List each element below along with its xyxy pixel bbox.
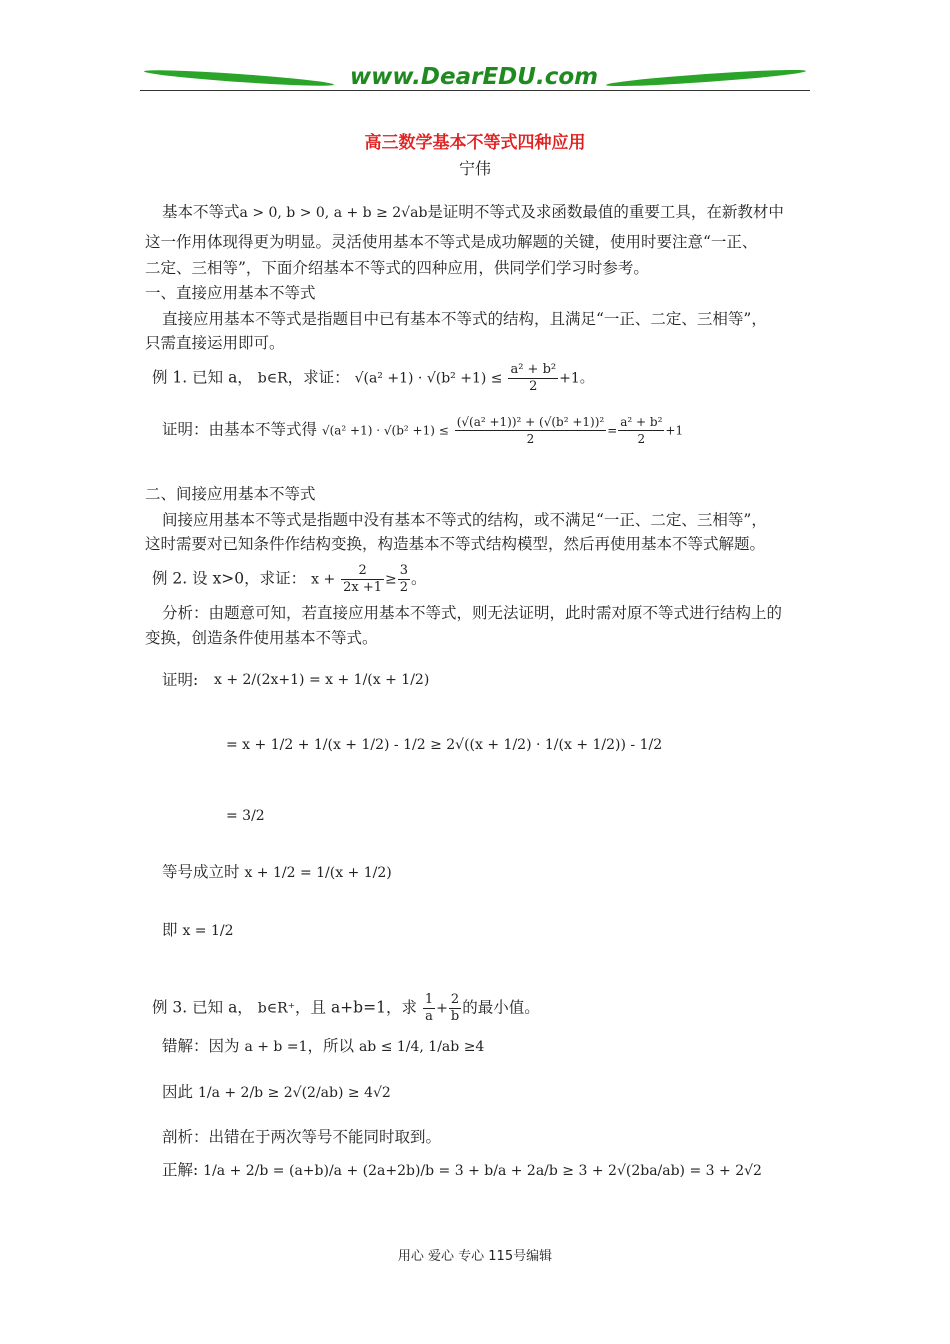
right-leaf-decoration: [606, 67, 806, 89]
proof-1-fraction: $\frac{\text{(√(a² +1))² + (√(b² +1))²}}{2}$: [456, 415, 605, 446]
proof-2-label: 证明:: [162, 671, 199, 689]
intro-formula: a > 0, b > 0, a + b ≥ 2√ab: [239, 205, 428, 221]
site-logo: www.DearEDU.com: [349, 64, 599, 90]
intro-line-2: 这一作用体现得更为明显。灵活使用基本不等式是成功解题的关键，使用时要注意“一正、: [145, 233, 758, 251]
left-leaf-decoration: [144, 67, 334, 88]
solution-label: 即: [162, 921, 178, 939]
analysis-1: 分析：由题意可知，若直接应用基本不等式，则无法证明，此时需对原不等式进行结构上的: [162, 604, 783, 622]
section-1-desc-1: 直接应用基本不等式是指题目中已有基本不等式的结构，且满足“一正、二定、三相等”，: [162, 310, 767, 328]
ex1-lhs: √(a² +1) · √(b² +1) ≤: [354, 370, 503, 387]
correct-expr: 1/a + 2/b = (a+b)/a + (2a+2b)/b = 3 + b/a + 2a/b ≥ 3 + 2√(2ba/ab) = 3 + 2√2: [203, 1163, 762, 1179]
page-footer: 用心 爱心 专心 115号编辑: [397, 1249, 553, 1264]
example-2: [152, 563, 427, 596]
ex2-tail: 。: [411, 569, 427, 588]
proof-1-lhs: √(a² +1) · √(b² +1) ≤: [321, 423, 449, 438]
header-rule: [140, 90, 810, 91]
proof-1: [162, 414, 683, 447]
hence-label: 因此: [162, 1083, 194, 1101]
site-header: [140, 60, 810, 96]
ex1-fraction: $\frac{\text{a² + b²}}{2}$: [510, 362, 557, 394]
ex2-ge: ≥: [385, 571, 397, 588]
solution-expr: x = 1/2: [182, 923, 234, 939]
example-1: [152, 362, 594, 395]
intro-tail: 是证明不等式及求函数最值的重要工具，在新教材中: [427, 203, 784, 221]
correct-solution: [162, 1160, 762, 1181]
ex3-analysis: 剖析：出错在于两次等号不能同时取到。: [162, 1128, 442, 1146]
wrong-solution: [162, 1036, 484, 1057]
intro-lead: 基本不等式: [162, 203, 240, 221]
proof-2-step-1: x + 2/(2x+1) = x + 1/(x + 1/2): [214, 672, 430, 688]
correct-label: 正解:: [162, 1161, 199, 1179]
ex2-rhs-fraction: $\frac{3}{2}$: [399, 563, 409, 595]
proof-1-lead: 证明：由基本不等式得: [162, 420, 318, 439]
proof-1-tail: +1: [665, 423, 684, 438]
ex3-frac-2: $\frac{2}{b}$: [450, 992, 460, 1024]
intro-line-1: [162, 202, 784, 223]
ex1-lead: 例 1. 已知 a，: [152, 368, 253, 387]
ex3-tail: 的最小值。: [462, 998, 540, 1017]
ex2-expr: x +: [311, 571, 336, 588]
ex1-condition: b∈R: [257, 370, 288, 387]
section-2-desc-1: 间接应用基本不等式是指题中没有基本不等式的结构，或不满足“一正、二定、三相等”，: [162, 511, 767, 529]
ex3-lead: 例 3. 已知 a，: [152, 998, 253, 1017]
solution-x: [162, 920, 234, 941]
section-2-heading: 二、间接应用基本不等式: [145, 485, 316, 503]
analysis-2: 变换，创造条件使用基本不等式。: [145, 629, 378, 647]
ex3-frac-1: $\frac{1}{a}$: [424, 992, 434, 1024]
example-3: 例 3. 已知 a， b∈R⁺，且 a+b=1，求 $\frac{1}{a}$ + $\frac{2}{b}$ 的最小值。: [152, 992, 540, 1024]
proof-2-step-2: = x + 1/2 + 1/(x + 1/2) - 1/2 ≥ 2√((x + 1/2) · 1/(x + 1/2)) - 1/2: [226, 737, 663, 753]
section-1-desc-2: 只需直接运用即可。: [145, 334, 285, 352]
ex2-fraction: $\frac{2}{2x +1}$: [343, 563, 383, 595]
hence-expr: 1/a + 2/b ≥ 2√(2/ab) ≥ 4√2: [197, 1085, 391, 1101]
section-2-desc-2: 这时需要对已知条件作结构变换，构造基本不等式结构模型，然后再使用基本不等式解题。: [145, 535, 766, 553]
ex3-mid: ，且 a+b=1，求: [295, 998, 417, 1017]
intro-line-3: 二定、三相等”，下面介绍基本不等式的四种应用，供同学们学习时参考。: [145, 259, 649, 277]
ex2-lead: 例 2. 设 x>0，求证：: [152, 569, 307, 588]
hence-line: [162, 1082, 391, 1103]
equality-label: 等号成立时: [162, 863, 240, 881]
proof-1-equals: =: [607, 423, 618, 438]
wrong-mid: ，所以: [307, 1037, 354, 1055]
wrong-label: 错解：因为: [162, 1037, 240, 1055]
wrong-expr-2: ab ≤ 1/4, 1/ab ≥4: [358, 1039, 485, 1055]
document-title: 高三数学基本不等式四种应用: [364, 133, 586, 153]
ex1-prove-label: ，求证：: [287, 368, 350, 387]
proof-2-step-3: = 3/2: [226, 808, 265, 824]
section-1-heading: 一、直接应用基本不等式: [145, 284, 316, 302]
proof-1-fraction-2: $\frac{\text{a² + b²}}{2}$: [620, 415, 663, 446]
equality-condition: [162, 862, 392, 883]
equality-expr: x + 1/2 = 1/(x + 1/2): [244, 865, 392, 881]
document-author: 宁伟: [458, 159, 491, 178]
wrong-expr: a + b =1: [244, 1039, 308, 1055]
ex1-tail: +1。: [559, 370, 594, 387]
ex3-condition: b∈R⁺: [257, 1000, 296, 1017]
